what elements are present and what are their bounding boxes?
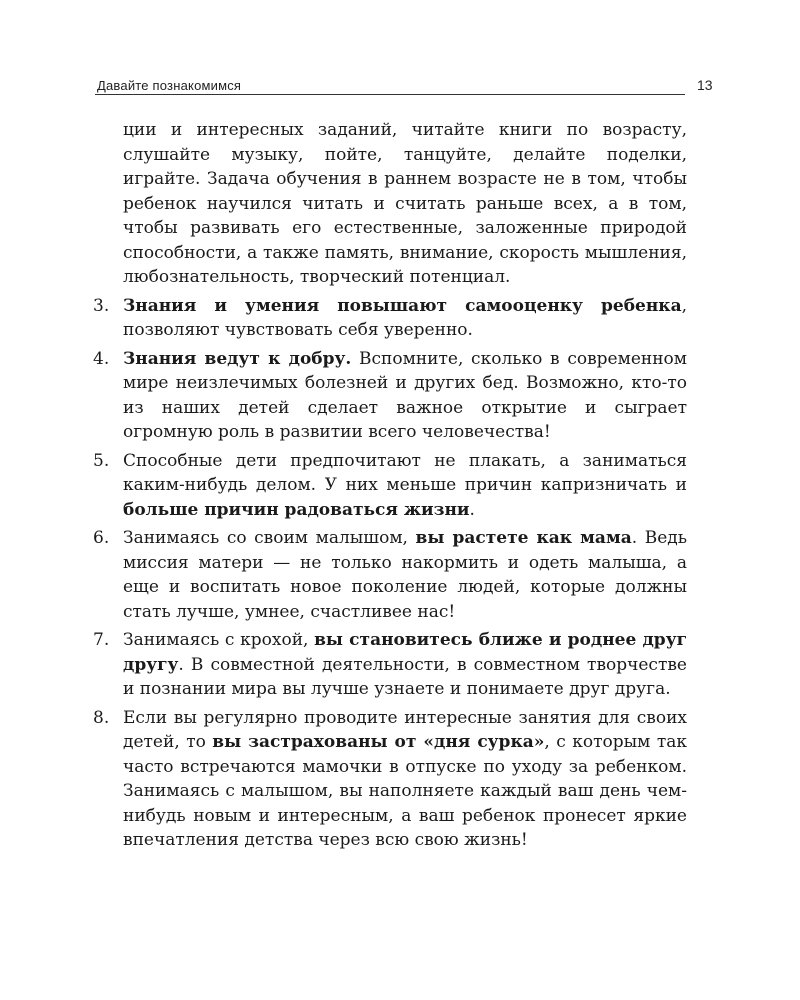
item-text: Занимаясь с крохой, [123,630,315,650]
item-bold-text: вы застрахованы от «дня сурка» [212,732,545,752]
item-text: Занимаясь со своим малышом, [123,528,416,548]
item-number: 3. [93,295,110,316]
item-bold-text: вы растете как мама [415,528,632,548]
item-bold-text: Знания ведут к добру. [123,348,352,369]
list-item [93,347,687,445]
item-text: Способные дети предпочитают не плакать, а заниматься каким-нибудь делом. У них меньше причин капризничать и [123,450,687,495]
item-text: . В совместной деятельности, в совместном творчестве и познании мира вы лучше узнаете и понимаете друг друга. [123,654,687,699]
item-bold-text: вы становитесь ближе и роднее друг другу [123,630,687,675]
list-item [93,294,687,343]
item-number: 4. [93,348,110,369]
list-item [93,628,687,702]
item-text: Если вы регулярно проводите интересные занятия для своих детей, то [123,707,687,752]
list-item [93,706,687,853]
item-number: 6. [93,528,110,548]
item-text: . [469,499,475,520]
page-body [93,118,687,853]
chapter-title: Давайте познакомимся [97,78,242,93]
item-text: , с которым так часто встречаются мамочки в отпуске по уходу за ребенком. Занимаясь с малышом, вы наполняете каждый ваш день чем-нибудь новым и интересным, а ваш ребенок пронесет яркие впечатления детства через всю свою жизнь! [123,732,687,850]
page-number: 13 [697,77,713,93]
item-text: , позволяют чувствовать себя уверенно. [123,295,687,340]
item-number: 5. [93,450,110,471]
item-bold-text: Знания и умения повышают самооценку ребенка [123,295,682,316]
item-text: Вспомните, сколько в современном мире неизлечимых болезней и других бед. Возможно, кто-то из наших детей сделает важное открытие и сыграет огромную роль в развитии всего человечества! [123,348,687,442]
benefits-list [93,294,687,853]
item-bold-text: больше причин радоваться жизни [123,499,470,520]
running-header [95,76,685,95]
intro-paragraph: ции и интересных заданий, читайте книги по возрасту, слушайте музыку, пойте, танцуйте, делайте поделки, играйте. Задача обучения в раннем возрасте не в том, чтобы ребенок научился читать и считать раньше всех, а в том, чтобы развивать его естественные, заложенные природой способности, а также память, внимание, скорость мышления, любознательность, творческий потенциал. [123,120,687,287]
item-number: 7. [93,630,110,650]
item-text: . Ведь миссия матери — не только накормить и одеть малыша, а еще и воспитать новое поколение людей, которые должны стать лучше, умнее, счастливее нас! [123,528,687,622]
list-item [93,449,687,523]
list-item [93,526,687,624]
item-number: 8. [93,707,110,728]
